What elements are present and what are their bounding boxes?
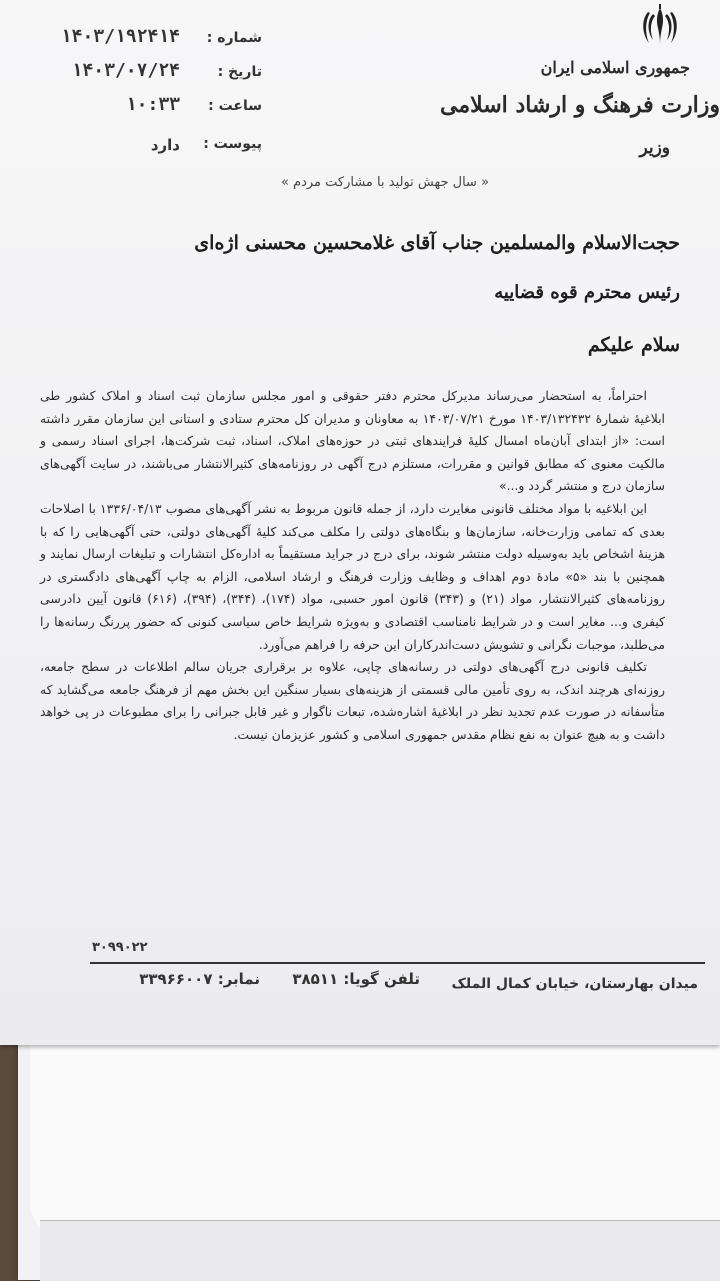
attachment-label: پیوست : bbox=[203, 136, 262, 152]
body-paragraph-1: احتراماً، به استحضار می‌رساند مدیرکل محترم دفتر حقوقی و امور مجلس سازمان ثبت اسناد و املاک کشور طی ابلاغیهٔ شمارهٔ ۱۴۰۳/۱۳۲۴۳۲ مورخ ۱۴۰۳/۰۷/۲۱ به معاونان و مدیران کل محترم ستادی و استانی این سازمان مقرر داشته است: «از ابتدای آبان‌ماه امسال کلیهٔ فرایندهای ثبتی در حوزه‌های املاک، اسناد، ثبت شرکت‌ها، اجرای اسناد رسمی و مالکیت معنوی که مطابق قوانین و مقررات، مستلزم درج آگهی در روزنامه‌های کثیرالانتشار می‌باشند، در سایت آگهی‌های سازمان درج و منتشر گردد و...» bbox=[40, 388, 665, 494]
meta-date bbox=[71, 60, 262, 86]
meta-number bbox=[60, 26, 262, 52]
body-paragraph-3: تکلیف قانونی درج آگهی‌های دولتی در رسانه‌های چاپی، علاوه بر برقراری جریان سالم اطلاعات در سطح جامعه، روزنه‌ای هرچند اندک، به روی تأمین مالی قسمتی از هزینه‌های بسیار سنگین این بخش مهم از فرهنگ جامعه می‌گشاید که متأسفانه در صورت عدم تجدید نظر در ابلاغیهٔ اشاره‌شده، تبعات ناگوار و غیر قابل جبرانی را برای مطبوعات در پی خواهد داشت و به هیچ عنوان به نفع نظام مقدس جمهوری اسلامی و کشور عزیزمان نیست. bbox=[40, 659, 665, 742]
paper-stack-edge bbox=[40, 1220, 720, 1281]
paper-sheet-curl bbox=[30, 1040, 720, 1241]
time-label: ساعت : bbox=[208, 98, 262, 114]
letterhead-country: جمهوری اسلامی ایران bbox=[540, 58, 690, 77]
date-label: تاریخ : bbox=[217, 64, 262, 80]
footer-phone: تلفن گویا: ۳۸۵۱۱ bbox=[292, 970, 420, 988]
number-value: ۱۴۰۳/۱۹۲۴۱۴ bbox=[60, 26, 180, 47]
letter-body bbox=[40, 385, 665, 747]
reference-number: ۳۰۹۹۰۲۲ bbox=[92, 940, 148, 955]
meta-attachment bbox=[80, 136, 262, 158]
greeting: سلام علیکم bbox=[587, 334, 680, 356]
meta-time bbox=[80, 94, 262, 120]
date-value: ۱۴۰۳/۰۷/۲۴ bbox=[71, 60, 180, 81]
time-value: ۱۰:۳۳ bbox=[125, 94, 180, 115]
footer-divider bbox=[90, 962, 705, 964]
number-label: شماره : bbox=[206, 30, 262, 46]
letterhead-minister: وزیر bbox=[639, 138, 670, 158]
slogan: « سال جهش تولید با مشارکت مردم » bbox=[280, 175, 490, 190]
footer-fax: نمابر: ۳۳۹۶۶۰۰۷ bbox=[139, 970, 260, 988]
recipient-name: حجت‌الاسلام والمسلمین جناب آقای غلامحسین محسنی اژه‌ای bbox=[194, 232, 680, 254]
recipient-title: رئیس محترم قوه قضاییه bbox=[494, 282, 680, 303]
letterhead-ministry: وزارت فرهنگ و ارشاد اسلامی bbox=[439, 92, 720, 118]
body-paragraph-2: این ابلاغیه با مواد مختلف قانونی مغایرت دارد، از جمله قانون مربوط به نشر آگهی‌های مصوب ۱۳۳۶/۰۴/۱۳ با اصلاحات بعدی که تمامی وزارت‌خانه، سازمان‌ها و بنگاه‌های دولتی را مکلف می‌کند کلیهٔ آگهی‌های دولتی، حتی آگهی‌هایی را که با هزینهٔ اشخاص باید به‌وسیله دولت منتشر شوند، برای درج در جراید مستقیماً به اداره‌کل انتشارات و تبلیغات ارسال نمایند و همچنین با بند «۵» مادهٔ دوم اهداف و وظایف وزارت فرهنگ و ارشاد اسلامی، الزام به چاپ آگهی‌های دادگستری در روزنامه‌های کثیرالانتشار، مواد (۲۱) و (۳۴۳) قانون امور حسبی، مواد (۱۷۴)، (۳۴۴)، (۳۹۴)، (۶۱۶) قانون آیین دادرسی کیفری و... مغایر است و در شرایط نامناسب اقتصادی و به‌ویژه شرایط خاص سیاسی کنونی که حضور پررنگ رسانه‌ها را می‌طلبد، موجبات نگرانی و تشویش دست‌اندرکاران این حرفه را فراهم می‌آورد. bbox=[40, 500, 666, 652]
iran-emblem-icon bbox=[636, 2, 684, 50]
attachment-value: دارد bbox=[150, 136, 180, 154]
footer-address: میدان بهارستان، خیابان کمال الملک bbox=[451, 976, 698, 992]
